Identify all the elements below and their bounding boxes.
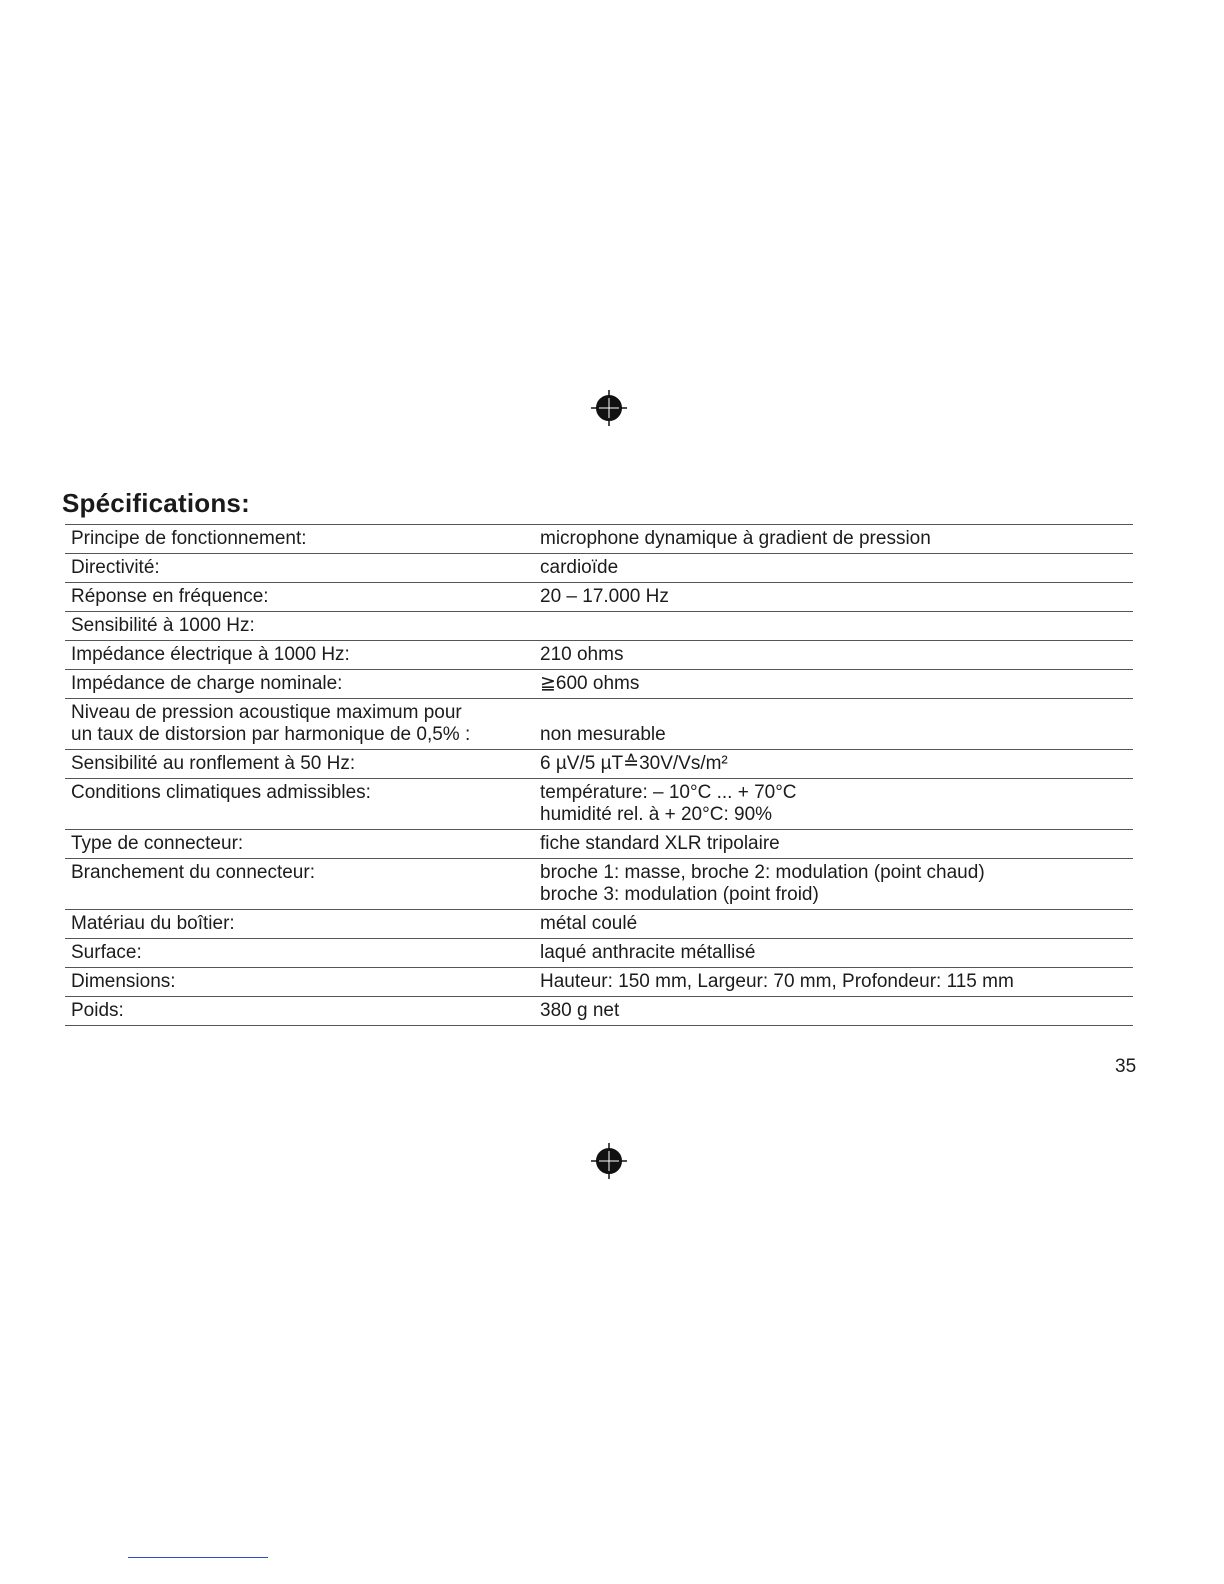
spec-value-line: ≧600 ohms	[540, 673, 640, 694]
spec-value	[533, 910, 1133, 938]
spec-label-line: Conditions climatiques admissibles:	[71, 782, 371, 803]
table-row	[65, 699, 1133, 750]
spec-value	[533, 968, 1133, 996]
spec-value-line: température: – 10°C ... + 70°C	[540, 782, 797, 803]
table-row	[65, 612, 1133, 641]
spec-value	[533, 641, 1133, 669]
spec-label-line: Sensibilité au ronflement à 50 Hz:	[71, 753, 356, 774]
spec-label	[65, 968, 533, 996]
spec-value-line: 20 – 17.000 Hz	[540, 586, 669, 607]
spec-value-line	[540, 702, 1133, 724]
spec-label-line: Niveau de pression acoustique maximum pour	[71, 702, 462, 723]
spec-label-line: un taux de distorsion par harmonique de 0,5% :	[71, 724, 471, 745]
spec-value-line: 380 g net	[540, 1000, 620, 1021]
spec-value-line: Hauteur: 150 mm, Largeur: 70 mm, Profondeur: 115 mm	[540, 971, 1014, 992]
table-row	[65, 939, 1133, 968]
table-row	[65, 859, 1133, 910]
spec-label-line: Matériau du boîtier:	[71, 913, 235, 934]
registration-mark-icon	[589, 388, 629, 428]
spec-value-line: 6 µV/5 µT≙30V/Vs/m²	[540, 753, 728, 774]
spec-value	[533, 997, 1133, 1025]
spec-label-line: Surface:	[71, 942, 142, 963]
table-row	[65, 641, 1133, 670]
spec-label-line: Impédance de charge nominale:	[71, 673, 343, 694]
spec-label	[65, 670, 533, 698]
spec-label-line: Type de connecteur:	[71, 833, 244, 854]
spec-label	[65, 830, 533, 858]
spec-value-line: 210 ohms	[540, 644, 624, 665]
spec-label	[65, 699, 533, 749]
spec-value-line: métal coulé	[540, 913, 638, 934]
spec-value	[533, 779, 1133, 829]
spec-value	[533, 859, 1133, 909]
registration-mark-icon	[589, 1141, 629, 1181]
page-title: Spécifications:	[62, 488, 250, 518]
table-row	[65, 525, 1133, 554]
spec-label	[65, 583, 533, 611]
spec-label-line: Principe de fonctionnement:	[71, 528, 307, 549]
spec-value	[533, 525, 1133, 553]
spec-value-line: fiche standard XLR tripolaire	[540, 833, 780, 854]
spec-label-line: Directivité:	[71, 557, 160, 578]
specifications-table	[65, 524, 1133, 1026]
table-row	[65, 554, 1133, 583]
table-row	[65, 830, 1133, 859]
spec-label-line: Poids:	[71, 1000, 124, 1021]
spec-value-line: broche 3: modulation (point froid)	[540, 884, 819, 905]
spec-label-line: Dimensions:	[71, 971, 176, 992]
table-row	[65, 997, 1133, 1026]
spec-value	[533, 670, 1133, 698]
spec-label-line: Sensibilité à 1000 Hz:	[71, 615, 255, 636]
spec-label-line: Branchement du connecteur:	[71, 862, 315, 883]
table-row	[65, 910, 1133, 939]
spec-value	[533, 612, 1133, 640]
table-row	[65, 779, 1133, 830]
spec-value	[533, 830, 1133, 858]
spec-label	[65, 939, 533, 967]
spec-value	[533, 583, 1133, 611]
spec-value-line: cardioïde	[540, 557, 619, 578]
spec-label-line	[71, 884, 533, 906]
spec-value-line: laqué anthracite métallisé	[540, 942, 756, 963]
table-row	[65, 670, 1133, 699]
spec-label	[65, 641, 533, 669]
spec-value-line: humidité rel. à + 20°C: 90%	[540, 804, 773, 825]
spec-label	[65, 997, 533, 1025]
footer-rule	[128, 1557, 268, 1558]
page-number: 35	[1115, 1056, 1137, 1077]
spec-label-line: Réponse en fréquence:	[71, 586, 269, 607]
spec-label	[65, 779, 533, 829]
spec-value-line: non mesurable	[540, 724, 666, 745]
spec-value	[533, 554, 1133, 582]
table-row	[65, 583, 1133, 612]
spec-value	[533, 939, 1133, 967]
spec-value-line: broche 1: masse, broche 2: modulation (point chaud)	[540, 862, 985, 883]
spec-label	[65, 612, 533, 640]
spec-label-line: Impédance électrique à 1000 Hz:	[71, 644, 350, 665]
spec-value	[533, 699, 1133, 749]
spec-value	[533, 750, 1133, 778]
spec-label	[65, 554, 533, 582]
spec-value-line	[540, 615, 1133, 637]
spec-label-line	[71, 804, 533, 826]
spec-label	[65, 525, 533, 553]
spec-value-line: microphone dynamique à gradient de pression	[540, 528, 931, 549]
spec-label	[65, 910, 533, 938]
spec-label	[65, 859, 533, 909]
spec-label	[65, 750, 533, 778]
table-row	[65, 750, 1133, 779]
table-row	[65, 968, 1133, 997]
